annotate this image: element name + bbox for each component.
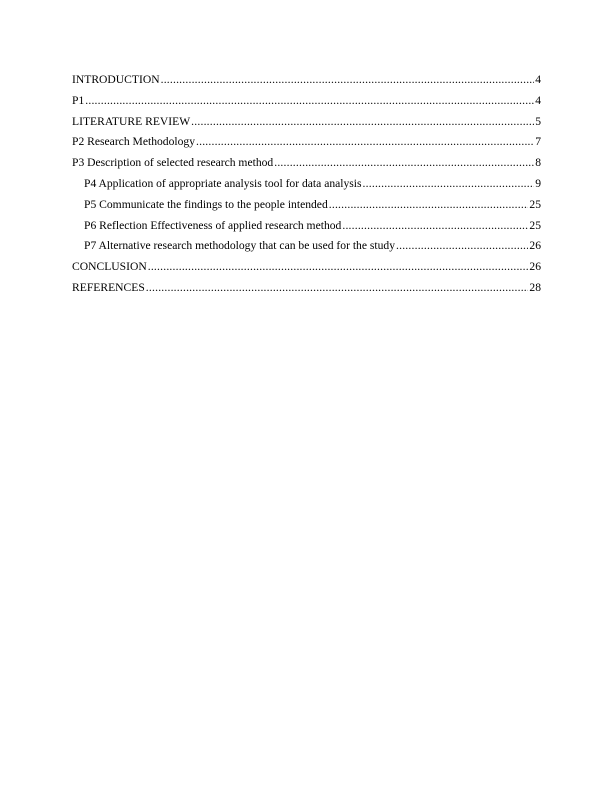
- toc-dot-leader: [146, 278, 529, 299]
- toc-entry-literature-review[interactable]: [72, 112, 541, 133]
- toc-entry-page: 4: [535, 93, 541, 107]
- toc-entry-title: REFERENCES: [72, 280, 145, 294]
- toc-entry-page: 25: [529, 218, 541, 232]
- toc-dot-leader: [161, 70, 535, 91]
- toc-dot-leader: [363, 174, 535, 195]
- toc-entry-page: 26: [529, 239, 541, 253]
- toc-dot-leader: [148, 257, 529, 278]
- toc-entry-title: INTRODUCTION: [72, 73, 160, 86]
- toc-dot-leader: [274, 153, 534, 174]
- toc-entry-page: 28: [529, 280, 541, 294]
- toc-entry-introduction[interactable]: [72, 70, 541, 91]
- toc-entry-title: CONCLUSION: [72, 260, 147, 274]
- toc-entry-p5[interactable]: [72, 195, 541, 216]
- toc-entry-p6[interactable]: [72, 216, 541, 237]
- toc-entry-p1[interactable]: [72, 91, 541, 112]
- toc-entry-title: P7 Alternative research methodology that can be used for the study: [84, 239, 396, 253]
- toc-entry-title: P4 Application of appropriate analysis tool for data analysis: [84, 176, 362, 190]
- toc-entry-title: P2 Research Methodology: [72, 135, 196, 149]
- toc-entry-page: 8: [535, 156, 541, 170]
- toc-entry-title: LITERATURE REVIEW: [72, 114, 191, 128]
- toc-entry-title: P3 Description of selected research method: [72, 156, 274, 170]
- toc-dot-leader: [329, 195, 529, 216]
- toc-entry-page: 25: [529, 197, 541, 211]
- toc-entry-p4[interactable]: [72, 174, 541, 195]
- toc-entry-references[interactable]: [72, 278, 541, 299]
- toc-entry-page: 7: [535, 135, 541, 149]
- toc-entry-p7[interactable]: [72, 236, 541, 257]
- toc-dot-leader: [191, 112, 534, 133]
- toc-dot-leader: [85, 91, 534, 112]
- toc-entry-p2[interactable]: [72, 132, 541, 153]
- toc-dot-leader: [196, 132, 534, 153]
- toc-entry-page: 4: [535, 73, 541, 86]
- toc-entry-title: P6 Reflection Effectiveness of applied research method: [84, 218, 342, 232]
- toc-entry-conclusion[interactable]: [72, 257, 541, 278]
- toc-entry-title: P5 Communicate the findings to the people intended: [84, 197, 328, 211]
- toc-entry-page: 5: [535, 114, 541, 128]
- toc-entry-page: 9: [535, 176, 541, 190]
- toc-dot-leader: [396, 236, 528, 257]
- toc-entry-p3[interactable]: [72, 153, 541, 174]
- toc-entry-title: P1: [72, 93, 85, 107]
- toc-entry-page: 26: [529, 260, 541, 274]
- table-of-contents: [72, 70, 541, 299]
- toc-dot-leader: [342, 216, 528, 237]
